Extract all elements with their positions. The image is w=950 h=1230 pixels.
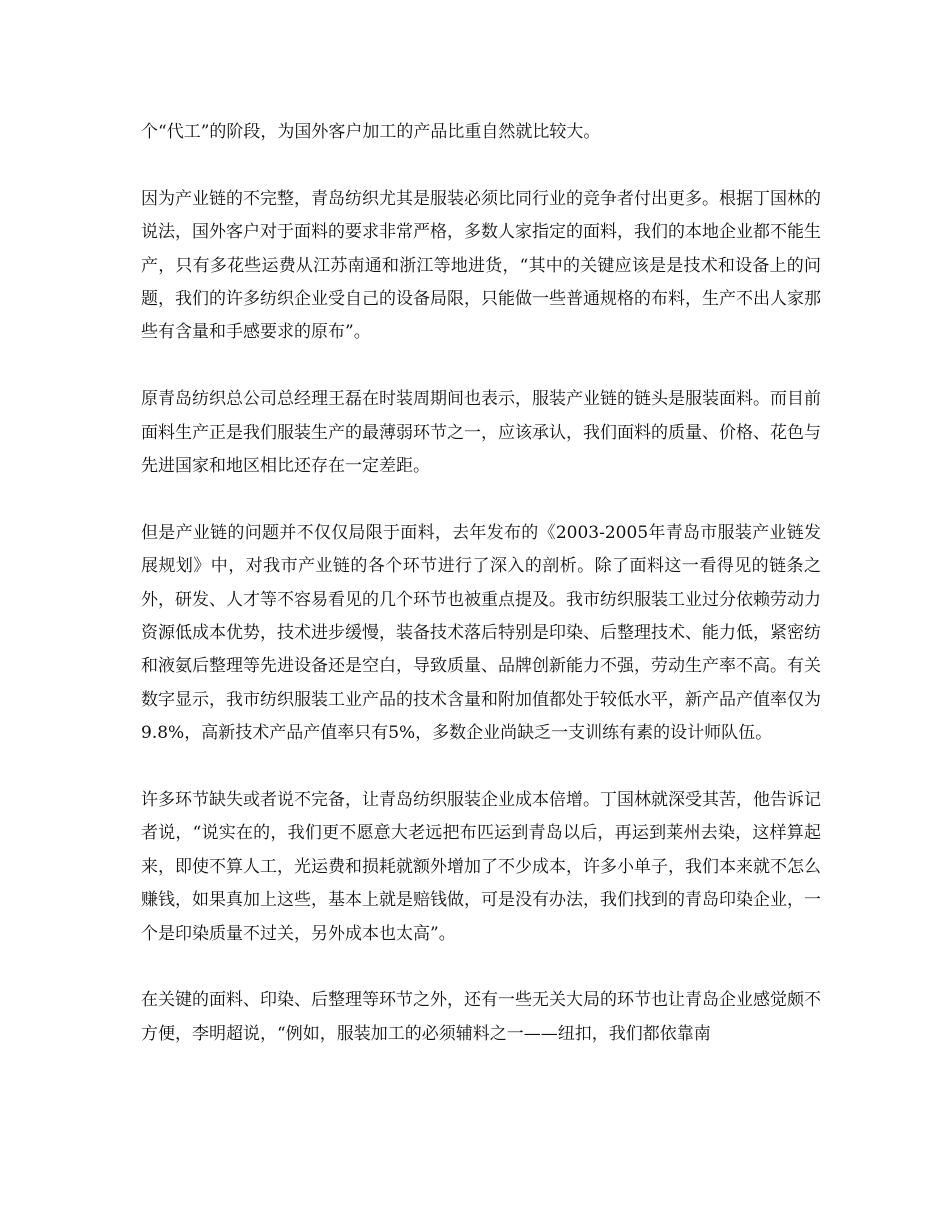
paragraph-5: 许多环节缺失或者说不完备，让青岛纺织服装企业成本倍增。丁国林就深受其苦，他告诉记者说，“说实在的，我们更不愿意大老远把布匹运到青岛以后，再运到莱州去染，这样算起来，即使不算人工，光运费和损耗就额外增加了不少成本，许多小单子，我们本来就不怎么赚钱，如果真加上这些，基本上就是赔钱做，可是没有办法，我们找到的青岛印染企业，一个是印染质量不过关，另外成本也太高”。	[141, 790, 821, 944]
paragraph-1: 个“代工”的阶段，为国外客户加工的产品比重自然就比较大。	[141, 122, 601, 142]
paragraph-6: 在关键的面料、印染、后整理等环节之外，还有一些无关大局的环节也让青岛企业感觉颇不方便，李明超说，“例如，服装加工的必须辅料之一——纽扣，我们都依靠南	[141, 990, 821, 1044]
paragraph-4: 但是产业链的问题并不仅仅局限于面料，去年发布的《2003-2005年青岛市服装产业链发展规划》中，对我市产业链的各个环节进行了深入的剖析。除了面料这一看得见的链条之外，研发、人才等不容易看见的几个环节也被重点提及。我市纺织服装工业过分依赖劳动力资源低成本优势，技术进步缓慢，装备技术落后特别是印染、后整理技术、能力低，紧密纺和液氨后整理等先进设备还是空白，导致质量、品牌创新能力不强，劳动生产率不高。有关数字显示，我市纺织服装工业产品的技术含量和附加值都处于较低水平，新产品产值率仅为9.8%，高新技术产品产值率只有5%，多数企业尚缺乏一支训练有素的设计师队伍。	[141, 522, 821, 744]
article-body	[141, 116, 821, 1085]
paragraph-2: 因为产业链的不完整，青岛纺织尤其是服装必须比同行业的竞争者付出更多。根据丁国林的说法，国外客户对于面料的要求非常严格，多数人家指定的面料，我们的本地企业都不能生产，只有多花些运费从江苏南通和浙江等地进货，“其中的关键应该是是技术和设备上的问题，我们的许多纺织企业受自己的设备局限，只能做一些普通规格的布料，生产不出人家那些有含量和手感要求的原布”。	[141, 188, 821, 343]
paragraph-3: 原青岛纺织总公司总经理王磊在时装周期间也表示，服装产业链的链头是服装面料。而目前面料生产正是我们服装生产的最薄弱环节之一，应该承认，我们面料的质量、价格、花色与先进国家和地区相比还存在一定差距。	[141, 389, 821, 477]
